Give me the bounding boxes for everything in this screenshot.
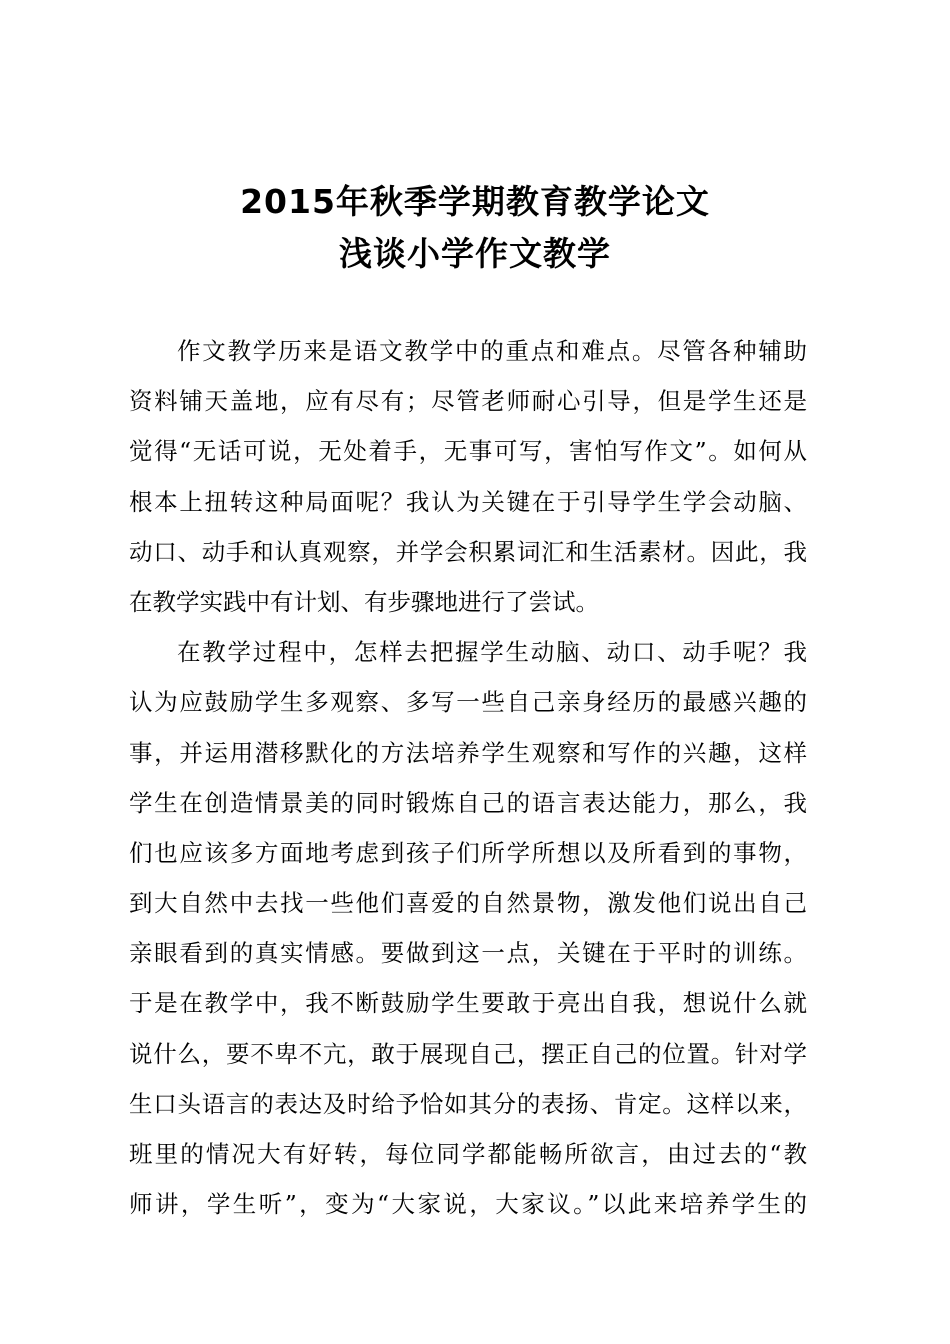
paragraph-line: 在教学实践中有计划、有步骤地进行了尝试。 <box>129 587 599 616</box>
paragraph-line: 师讲，学生听”，变为“大家说，大家议。”以此来培养学生的 <box>129 1190 807 1219</box>
paragraph-line: 们也应该多方面地考虑到孩子们所学所想以及所看到的事物， <box>129 838 807 867</box>
paragraph-line: 说什么，要不卑不亢，敢于展现自己，摆正自己的位置。针对学 <box>129 1039 807 1068</box>
paragraph-line: 于是在教学中，我不断鼓励学生要敢于亮出自我，想说什么就 <box>129 989 807 1018</box>
paragraph-line: 作文教学历来是语文教学中的重点和难点。尽管各种辅助 <box>177 337 807 365</box>
document-title: 2015年秋季学期教育教学论文 <box>240 182 710 221</box>
paragraph-line: 班里的情况大有好转，每位同学都能畅所欲言，由过去的“教 <box>129 1140 807 1168</box>
paragraph-line: 到大自然中去找一些他们喜爱的自然景物，激发他们说出自己 <box>129 889 807 918</box>
paragraph-line: 生口头语言的表达及时给予恰如其分的表扬、肯定。这样以来， <box>129 1089 807 1118</box>
paragraph-line: 事，并运用潜移默化的方法培养学生观察和写作的兴趣，这样 <box>129 738 807 767</box>
title-block <box>0 176 950 280</box>
paragraph-line: 根本上扭转这种局面呢？我认为关键在于引导学生学会动脑、 <box>129 487 807 516</box>
paragraph-line: 资料铺天盖地，应有尽有；尽管老师耐心引导，但是学生还是 <box>129 387 807 416</box>
paragraph-line: 在教学过程中，怎样去把握学生动脑、动口、动手呢？我 <box>177 638 807 667</box>
paragraph-line: 动口、动手和认真观察，并学会积累词汇和生活素材。因此，我 <box>129 537 807 566</box>
paragraph-line: 觉得“无话可说，无处着手，无事可写，害怕写作文”。如何从 <box>129 437 807 466</box>
document-body <box>129 326 807 1229</box>
paragraph-2 <box>129 627 807 1229</box>
paragraph-line: 学生在创造情景美的同时锻炼自己的语言表达能力，那么，我 <box>129 788 807 817</box>
document-subtitle: 浅谈小学作文教学 <box>339 234 611 273</box>
paragraph-1 <box>129 326 807 627</box>
paragraph-line: 亲眼看到的真实情感。要做到这一点，关键在于平时的训练。 <box>129 939 807 968</box>
paragraph-line: 认为应鼓励学生多观察、多写一些自己亲身经历的最感兴趣的 <box>129 688 807 717</box>
